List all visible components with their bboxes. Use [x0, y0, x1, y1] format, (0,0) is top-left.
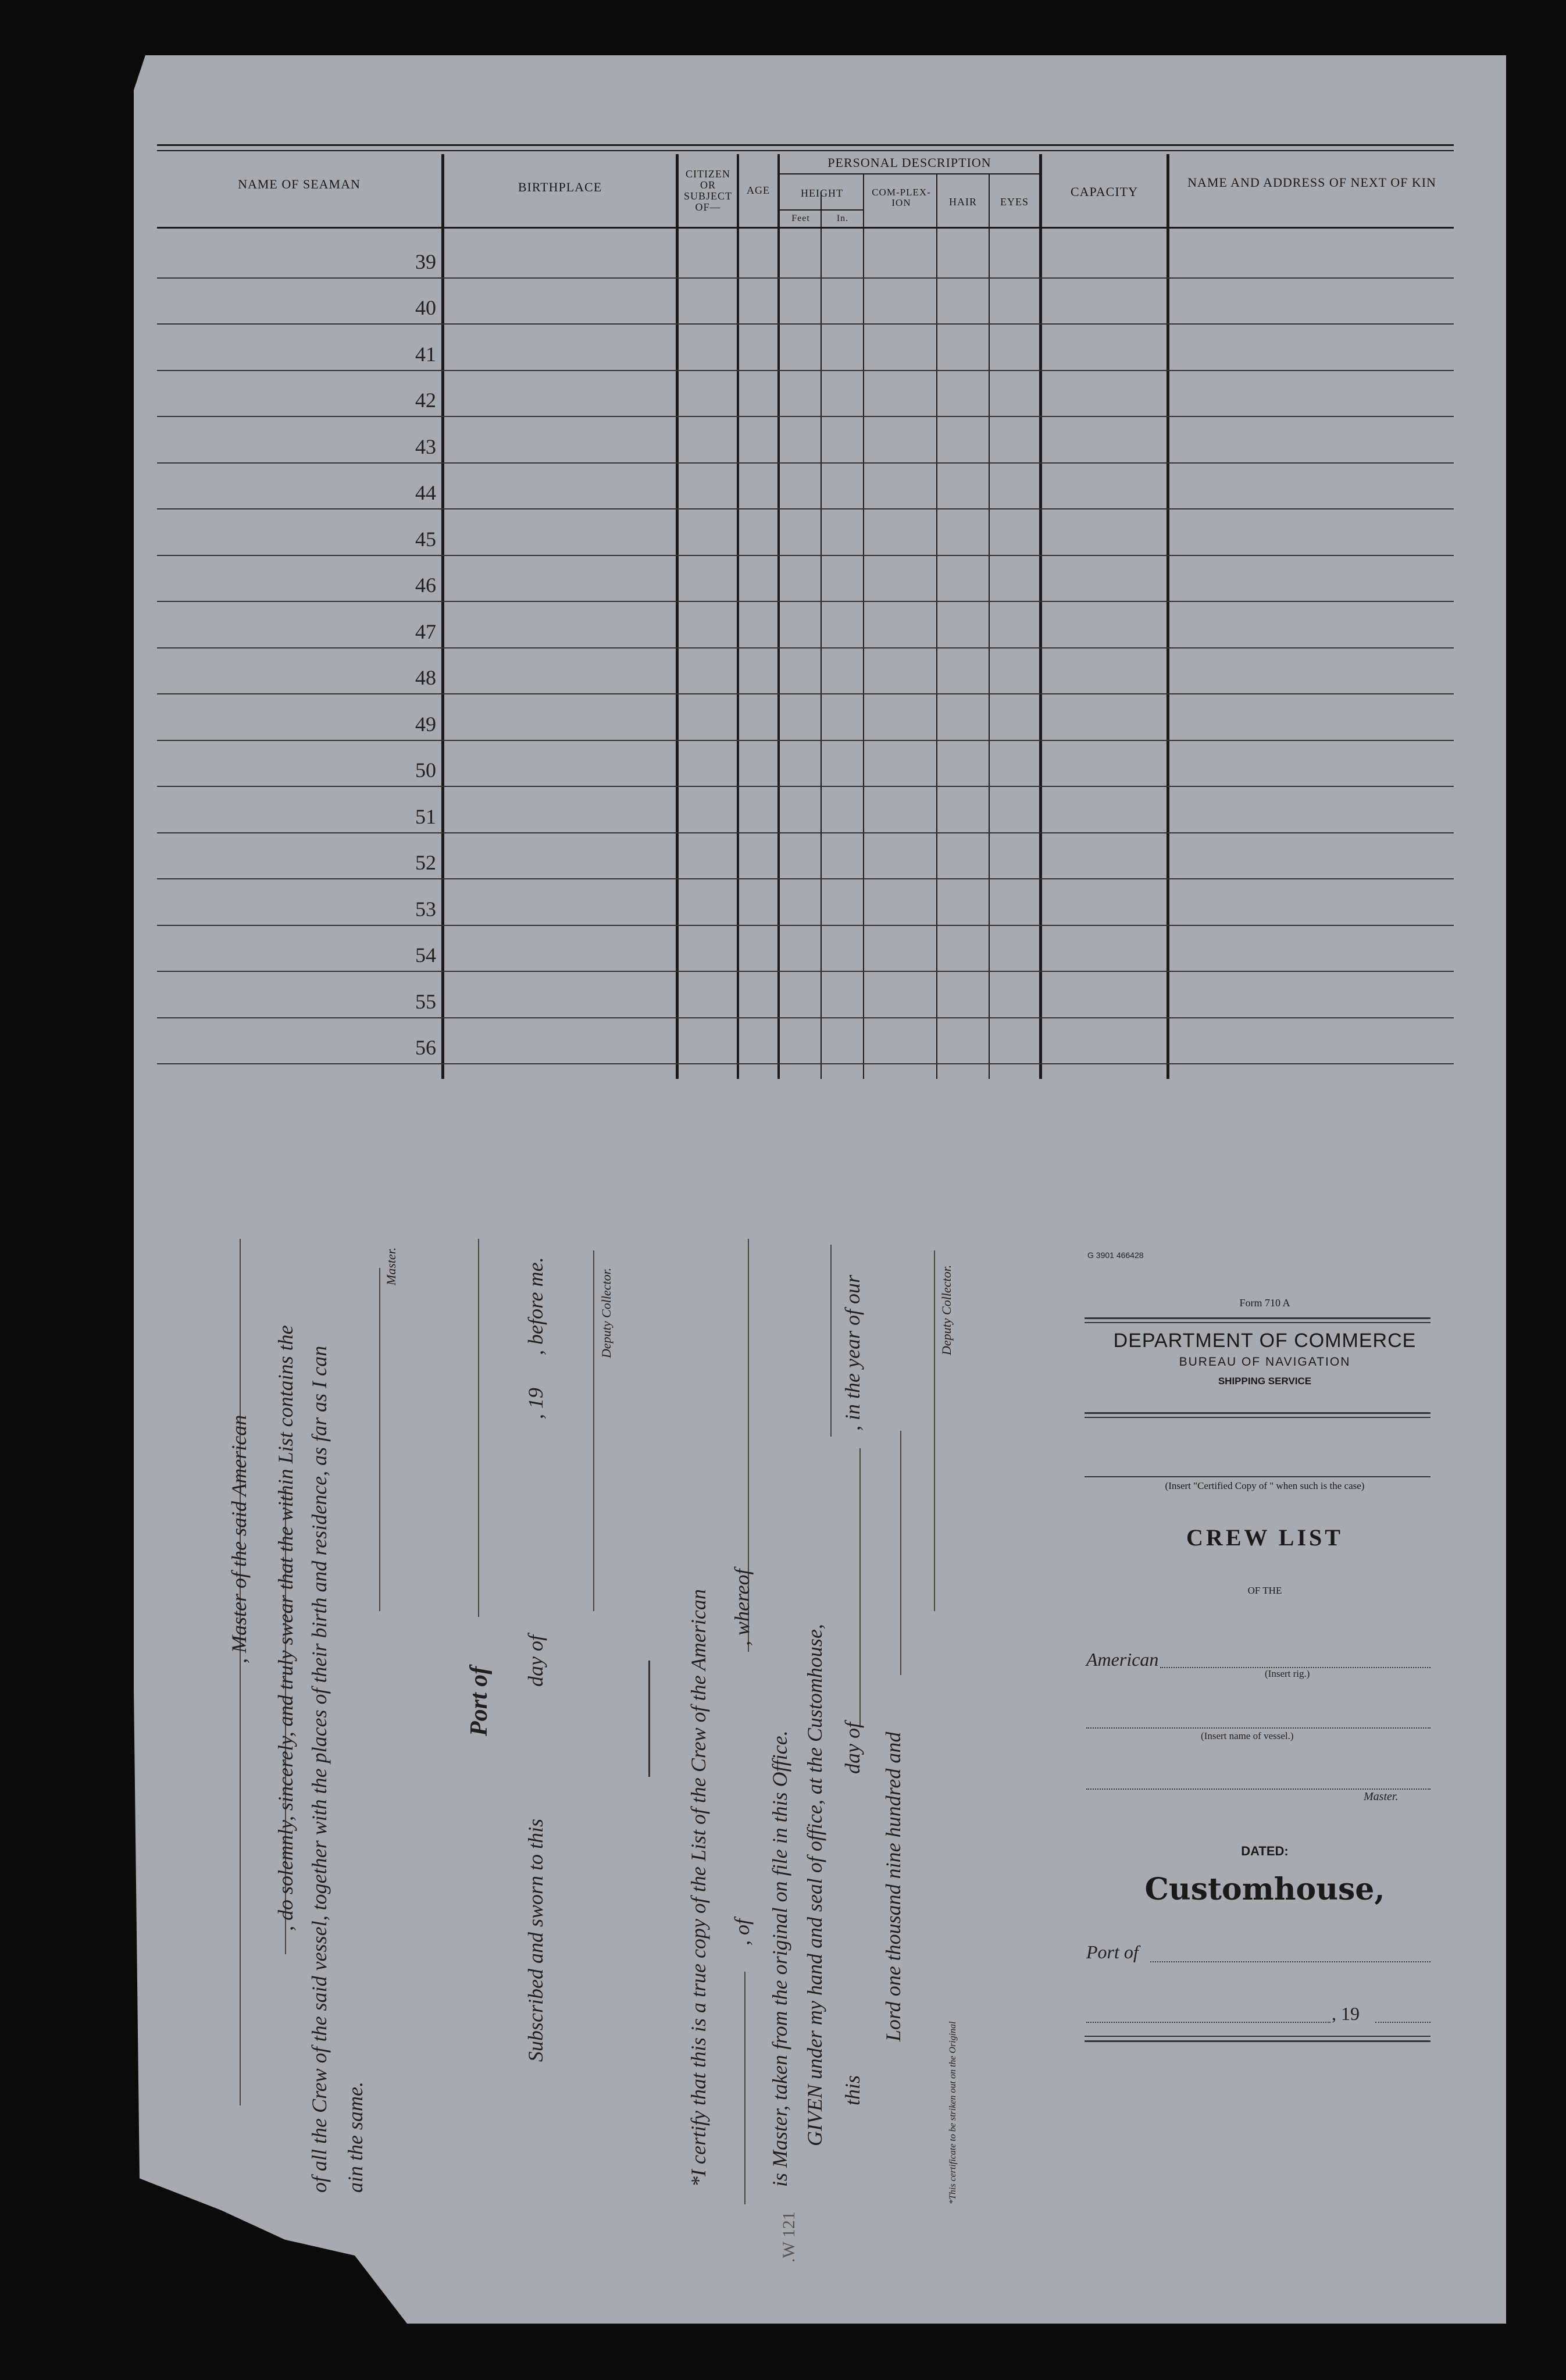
cert-line-5-this: this: [841, 2075, 864, 2105]
print-code: G 3901 466428: [1087, 1250, 1144, 1260]
table-row-number: 53: [415, 897, 436, 921]
header-name-of-seaman: NAME OF SEAMAN: [238, 177, 361, 191]
cert-blank-4: [859, 1448, 861, 1727]
col-rule-name: [441, 154, 444, 1079]
table-row-rule: [157, 693, 1454, 694]
cert-line-4: GIVEN under my hand and seal of office, at the Customhouse,: [803, 1624, 826, 2146]
table-row-number: 49: [415, 712, 436, 736]
date-line: [1086, 2022, 1330, 2023]
certified-line: [1085, 1476, 1431, 1477]
bureau-title: BUREAU OF NAVIGATION: [1179, 1355, 1351, 1369]
header-feet: Feet: [791, 213, 810, 223]
department-title: DEPARTMENT OF COMMERCE: [1113, 1330, 1417, 1352]
col-rule-birthplace: [676, 154, 679, 1079]
cert-line-1: *I certify that this is a true copy of the List of the Crew of the American: [687, 1589, 710, 2187]
table-row-rule: [157, 462, 1454, 464]
section-separator: [648, 1661, 650, 1777]
table-row-rule: [157, 601, 1454, 602]
col-rule-height: [863, 174, 864, 1079]
certified-note: (Insert "Certified Copy of " when such is the case): [1165, 1480, 1365, 1491]
cert-blank-2: [744, 1972, 745, 2204]
oath-line-1: , Master of the said American: [227, 1415, 251, 1663]
vessel-line: [1086, 1727, 1431, 1729]
table-row-rule: [157, 647, 1454, 649]
cover-port-of: Port of: [1086, 1941, 1139, 1962]
table-header-rule: [157, 227, 1454, 229]
table-row-number: 39: [415, 250, 436, 273]
table-row-number: 43: [415, 434, 436, 458]
table-row-number: 44: [415, 481, 436, 504]
cover-rule-3: [1085, 1412, 1431, 1414]
form-number: Form 710 A: [1239, 1297, 1290, 1309]
table-row-rule: [157, 323, 1454, 325]
col-rule-capacity: [1167, 154, 1169, 1079]
insert-rig-note: (Insert rig.): [1265, 1668, 1310, 1679]
master-line: [1086, 1788, 1431, 1790]
table-row-number: 40: [415, 296, 436, 319]
oath-line-2: , do solemnly, sincerely, and truly swear that the within List contains the: [274, 1325, 297, 1931]
table-row-rule: [157, 832, 1454, 833]
table-row-rule: [157, 416, 1454, 417]
cert-line-3: is Master, taken from the original on file in this Office.: [768, 1730, 791, 2187]
table-row-number: 47: [415, 619, 436, 643]
pencil-scribble: .W 121: [779, 2211, 798, 2263]
cert-blank-3: [830, 1245, 832, 1437]
master-sign-line: [379, 1268, 380, 1611]
table-row-rule: [157, 971, 1454, 972]
oath-line-3: of all the Crew of the said vessel, together with the places of their birth and residence, as far as I can: [308, 1345, 331, 2193]
table-row-number: 48: [415, 666, 436, 689]
cover-rule-1: [1085, 1317, 1431, 1319]
year-line: [1375, 2022, 1431, 2023]
header-citizen: CITIZEN OR SUBJECT OF—: [683, 168, 733, 213]
port-line: [478, 1239, 479, 1617]
table-row-number: 54: [415, 943, 436, 967]
header-capacity: CAPACITY: [1071, 184, 1138, 199]
cover-rule-2: [1085, 1322, 1431, 1323]
header-eyes: EYES: [1000, 196, 1029, 208]
oath-line-4: ain the same.: [344, 2082, 367, 2193]
personal-sub-rule: [780, 173, 1039, 174]
cert-deputy-collector: Deputy Collector.: [939, 1264, 954, 1355]
table-row-rule: [157, 508, 1454, 510]
cert-line-5-year: , in the year of our: [841, 1275, 864, 1431]
oath-master-label: Master.: [384, 1247, 398, 1285]
table-row-rule: [157, 277, 1454, 279]
cover-year: , 19: [1332, 2003, 1360, 2024]
table-top-rule-2: [157, 150, 1454, 151]
header-hair: HAIR: [949, 196, 977, 208]
col-rule-complexion: [936, 174, 937, 1079]
col-rule-age: [777, 154, 780, 1079]
cover-rule-4: [1085, 1417, 1431, 1418]
table-row-rule: [157, 878, 1454, 879]
header-next-of-kin: NAME AND ADDRESS OF NEXT OF KIN: [1187, 175, 1436, 190]
oath-deputy-collector: Deputy Collector.: [599, 1267, 613, 1358]
table-row-number: 45: [415, 527, 436, 551]
table-row-rule: [157, 740, 1454, 741]
col-rule-personal: [1039, 154, 1042, 1079]
oath-before-me: , before me.: [524, 1257, 547, 1355]
header-height: HEIGHT: [801, 187, 843, 199]
table-row-rule: [157, 786, 1454, 787]
table-row-rule: [157, 925, 1454, 926]
cert-line-2-whereof: , whereof: [730, 1569, 754, 1646]
table-row-number: 46: [415, 573, 436, 597]
table-row-rule: [157, 555, 1454, 556]
table-top-rule: [157, 144, 1454, 146]
american-label: American: [1086, 1649, 1159, 1670]
cert-footnote: *This certificate to be striken out on the Original: [948, 2021, 958, 2204]
cert-blank-5: [900, 1431, 901, 1675]
port-line-cover: [1150, 1961, 1431, 1962]
cert-line-2-of: , of: [730, 1918, 754, 1946]
header-complexion: COM-PLEX-ION: [872, 187, 931, 208]
cert-deputy-line: [934, 1250, 935, 1611]
cover-master-label: Master.: [1364, 1790, 1399, 1803]
oath-year: , 19: [524, 1388, 547, 1419]
header-personal-description: PERSONAL DESCRIPTION: [827, 155, 991, 170]
dated-label: DATED:: [1241, 1844, 1289, 1858]
table-row-number: 52: [415, 851, 436, 874]
cover-rule-5: [1085, 2036, 1431, 2037]
table-row-number: 50: [415, 758, 436, 782]
table-row-number: 56: [415, 1036, 436, 1059]
crew-list-title: CREW LIST: [1186, 1524, 1343, 1551]
insert-vessel-note: (Insert name of vessel.): [1201, 1730, 1294, 1741]
header-age: AGE: [747, 184, 770, 196]
table-row-rule: [157, 1017, 1454, 1018]
cert-line-6: Lord one thousand nine hundred and: [882, 1731, 905, 2041]
cert-line-5-day: day of: [841, 1722, 864, 1774]
oath-subscribed: Subscribed and sworn to this: [524, 1818, 547, 2062]
of-the-label: OF THE: [1247, 1585, 1282, 1596]
header-birthplace: BIRTHPLACE: [518, 180, 602, 194]
col-rule-hair: [989, 174, 990, 1079]
table-row-rule: [157, 370, 1454, 371]
table-row-number: 51: [415, 804, 436, 828]
service-title: SHIPPING SERVICE: [1218, 1376, 1312, 1387]
height-sub-rule: [780, 209, 864, 211]
col-rule-feet: [821, 192, 822, 1079]
table-row-number: 42: [415, 389, 436, 412]
table-row-rule: [157, 1063, 1454, 1064]
table-row-number: 41: [415, 342, 436, 366]
col-rule-citizen: [737, 154, 739, 1079]
cover-rule-6: [1085, 2040, 1431, 2042]
oath-blank-line-1: [240, 1239, 241, 2105]
table-row-number: 55: [415, 989, 436, 1013]
deputy-sign-line: [593, 1250, 594, 1611]
customhouse-label: Customhouse,: [1144, 1872, 1385, 1907]
header-inches: In.: [836, 213, 849, 223]
oath-day-of: day of: [524, 1635, 547, 1687]
oath-port-of: Port of: [466, 1666, 493, 1736]
